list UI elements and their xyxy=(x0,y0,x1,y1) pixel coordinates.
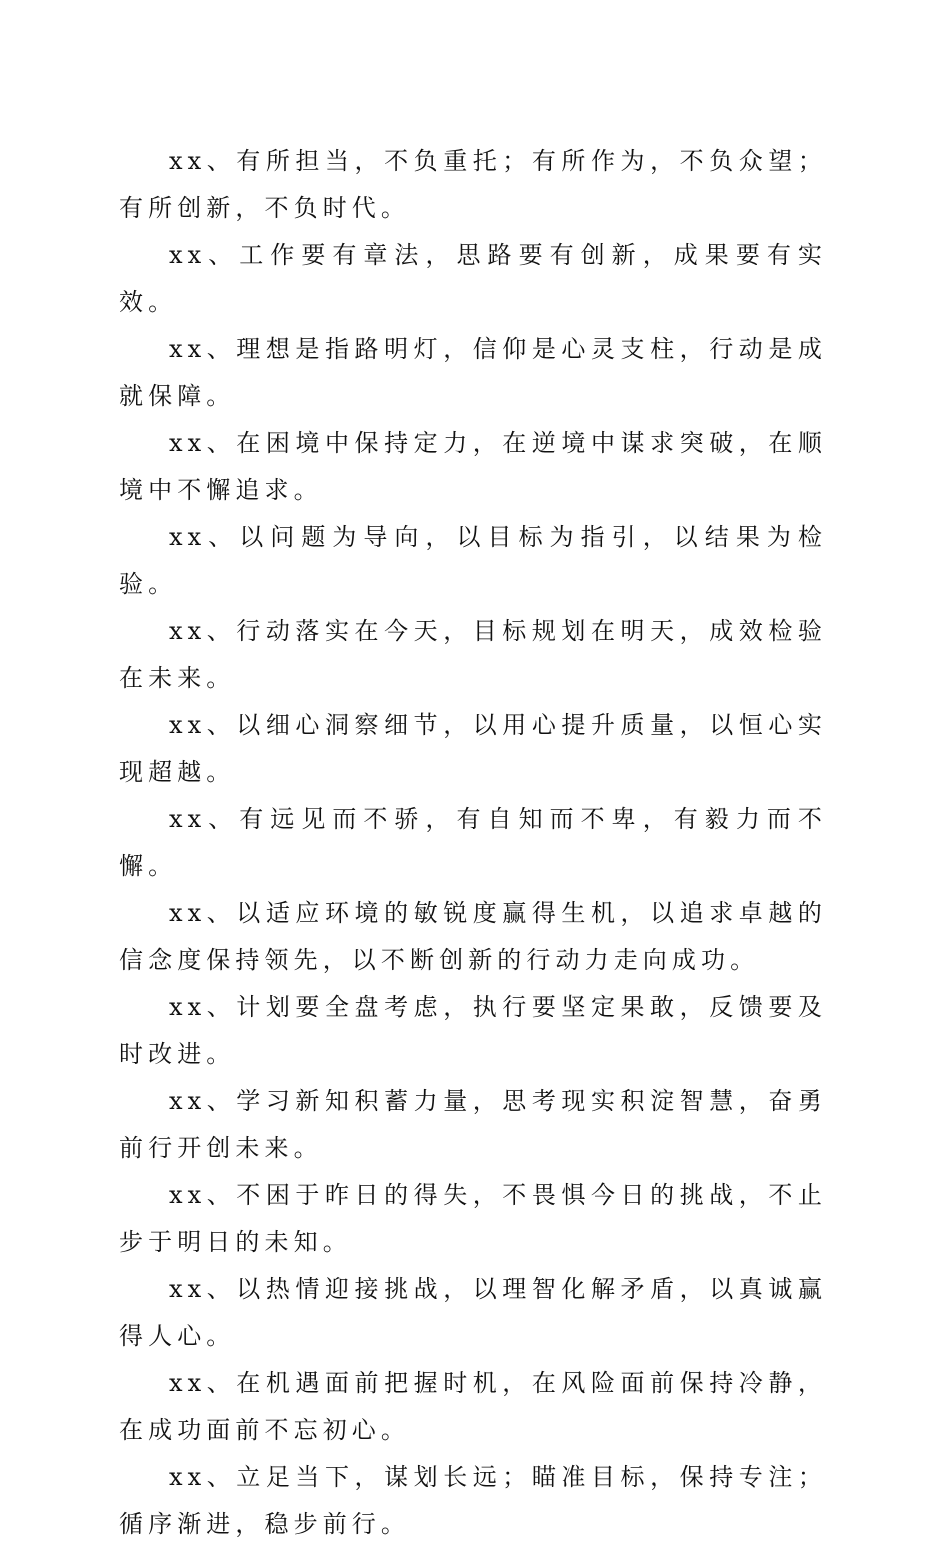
paragraph-7: xx、以细心洞察细节，以用心提升质量，以恒心实现超越。 xyxy=(119,711,827,786)
paragraph-12: xx、不困于昨日的得失，不畏惧今日的挑战，不止步于明日的未知。 xyxy=(119,1181,827,1256)
paragraph-15: xx、立足当下，谋划长远；瞄准目标，保持专注；循序渐进，稳步前行。 xyxy=(119,1463,827,1538)
paragraph-14: xx、在机遇面前把握时机，在风险面前保持冷静，在成功面前不忘初心。 xyxy=(119,1369,827,1444)
paragraph-10: xx、计划要全盘考虑，执行要坚定果敢，反馈要及时改进。 xyxy=(119,993,827,1068)
paragraph-5: xx、以问题为导向，以目标为指引，以结果为检验。 xyxy=(119,523,827,598)
paragraph-1: xx、有所担当，不负重托；有所作为，不负众望；有所创新，不负时代。 xyxy=(119,147,827,222)
paragraph-3: xx、理想是指路明灯，信仰是心灵支柱，行动是成就保障。 xyxy=(119,335,827,410)
paragraph-11: xx、学习新知积蓄力量，思考现实积淀智慧，奋勇前行开创未来。 xyxy=(119,1087,827,1162)
paragraph-2: xx、工作要有章法，思路要有创新，成果要有实效。 xyxy=(119,241,827,316)
document-body xyxy=(119,138,827,1548)
paragraph-4: xx、在困境中保持定力，在逆境中谋求突破，在顺境中不懈追求。 xyxy=(119,429,827,504)
paragraph-13: xx、以热情迎接挑战，以理智化解矛盾，以真诚赢得人心。 xyxy=(119,1275,827,1350)
paragraph-9: xx、以适应环境的敏锐度赢得生机，以追求卓越的信念度保持领先，以不断创新的行动力走向成功。 xyxy=(119,899,827,974)
paragraph-6: xx、行动落实在今天，目标规划在明天，成效检验在未来。 xyxy=(119,617,827,692)
paragraph-8: xx、有远见而不骄，有自知而不卑，有毅力而不懈。 xyxy=(119,805,827,880)
